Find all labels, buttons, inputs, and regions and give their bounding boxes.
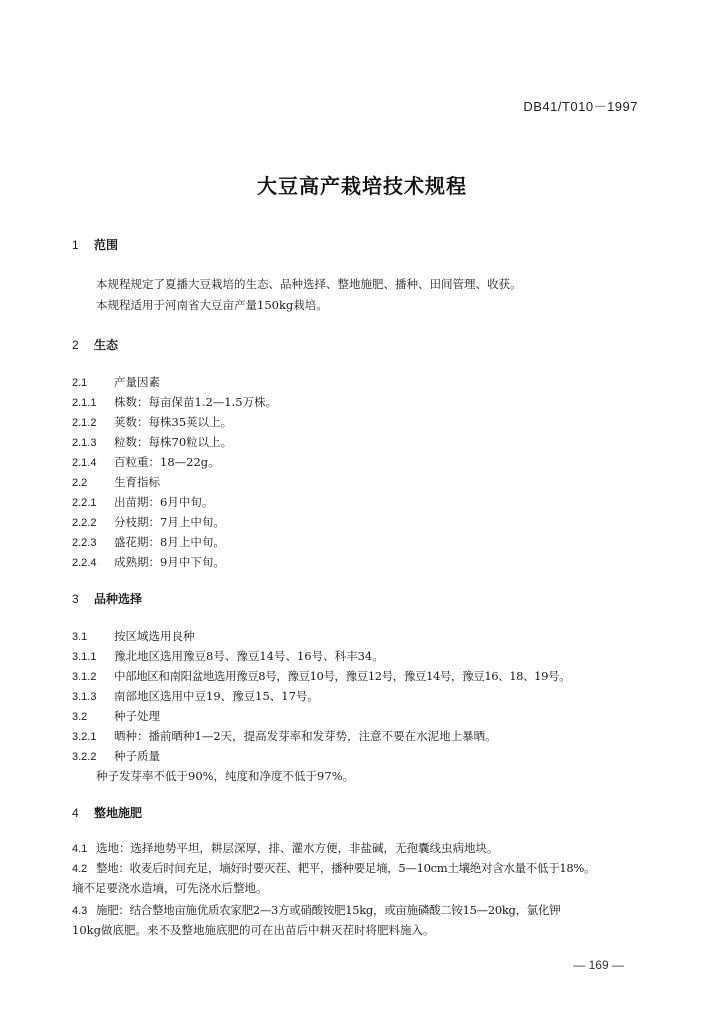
clause-number: 3.1.2	[72, 671, 97, 683]
clause	[72, 434, 232, 450]
section-title: 品种选择	[94, 592, 143, 606]
clause-number: 2.2.2	[72, 517, 97, 529]
clause-text: 南部地区选用中豆19、豫豆15、17号。	[114, 689, 319, 703]
clause-number: 4.3	[72, 905, 88, 917]
section-number: 2	[72, 338, 79, 352]
clause-number: 2.1.3	[72, 437, 97, 449]
clause-number: 4.2	[72, 863, 88, 875]
clause	[72, 514, 225, 530]
indented-line: 种子发芽率不低于90%，纯度和净度不低于97%。	[96, 769, 355, 783]
clause-text: 施肥：结合整地亩施优质农家肥2—3方或硝酸铵肥15kg，或亩施磷酸二铵15—20kg，氯化钾	[96, 903, 561, 917]
clause-number: 3.2.2	[72, 751, 97, 763]
clause	[72, 394, 277, 410]
section-heading-3	[72, 590, 142, 607]
clause-number: 4.1	[72, 843, 88, 855]
clause-text: 按区域选用良种	[114, 629, 195, 643]
clause-number: 2.1.1	[72, 397, 97, 409]
clause-number: 2.2.3	[72, 537, 97, 549]
clause-text: 晒种：播前晒种1—2天，提高发芽率和发芽势，注意不要在水泥地上暴晒。	[114, 729, 497, 743]
clause	[72, 554, 225, 570]
clause	[72, 414, 232, 430]
clause	[72, 454, 220, 470]
clause-number: 3.1.1	[72, 651, 97, 663]
clause-text: 百粒重：18—22g。	[114, 455, 220, 469]
section-number: 1	[72, 238, 79, 252]
clause	[72, 860, 595, 876]
clause	[72, 902, 560, 918]
clause-text: 粒数：每株70粒以上。	[114, 435, 233, 449]
clause	[72, 748, 160, 764]
clause-number: 3.2.1	[72, 731, 97, 743]
clause-text: 出苗期：6月中旬。	[114, 495, 214, 509]
clause-text: 荚数：每株35荚以上。	[114, 415, 233, 429]
section-heading-1	[72, 236, 118, 253]
clause-text: 分枝期：7月上中旬。	[114, 515, 225, 529]
clause-number: 2.2.4	[72, 557, 97, 569]
clause-text: 种子处理	[114, 709, 160, 723]
clause	[72, 708, 160, 724]
clause	[72, 474, 160, 490]
clause-text: 盛花期：8月上中旬。	[114, 535, 225, 549]
clause-text: 选地：选择地势平坦，耕层深厚，排、灌水方便，非盐碱，无孢囊线虫病地块。	[96, 841, 499, 855]
clause-number: 2.1	[72, 377, 88, 389]
clause-number: 2.2.1	[72, 497, 97, 509]
standard-code: DB41/T010－1997	[523, 99, 638, 114]
clause-number: 3.1.3	[72, 691, 97, 703]
clause-text: 豫北地区选用豫豆8号、豫豆14号、16号、科丰34。	[114, 649, 384, 663]
clause-text: 株数：每亩保苗1.2—1.5万株。	[114, 395, 278, 409]
clause-number: 3.1	[72, 631, 88, 643]
section-number: 3	[72, 592, 79, 606]
clause	[72, 728, 497, 744]
clause-number: 3.2	[72, 711, 88, 723]
clause-continuation: 10kg做底肥。来不及整地施底肥的可在出苗后中耕灭茬时将肥料施入。	[72, 923, 435, 937]
page-number: — 169 —	[573, 958, 624, 972]
paragraph: 本规程适用于河南省大豆亩产量150kg栽培。	[96, 298, 328, 312]
clause	[72, 668, 570, 684]
clause	[72, 688, 319, 704]
clause-text: 生育指标	[114, 475, 160, 489]
section-title: 生态	[94, 338, 119, 352]
clause	[72, 840, 499, 856]
clause-text: 整地：收麦后时间充足，墒好时要灭茬、耙平，播种要足墒，5—10cm土壤绝对含水量不低于18%。	[96, 861, 596, 875]
section-heading-2	[72, 336, 118, 353]
section-title: 范围	[94, 238, 119, 252]
document-title: 大豆高产栽培技术规程	[257, 174, 467, 198]
clause-text: 种子质量	[114, 749, 160, 763]
clause	[72, 374, 160, 390]
clause	[72, 648, 384, 664]
section-heading-4	[72, 804, 142, 821]
clause-number: 2.1.4	[72, 457, 97, 469]
paragraph: 本规程规定了夏播大豆栽培的生态、品种选择、整地施肥、播种、田间管理、收获。	[96, 277, 522, 291]
clause-number: 2.2	[72, 477, 88, 489]
section-title: 整地施肥	[94, 806, 143, 820]
clause-number: 2.1.2	[72, 417, 97, 429]
clause-text: 产量因素	[114, 375, 160, 389]
clause	[72, 628, 195, 644]
section-number: 4	[72, 806, 79, 820]
clause	[72, 534, 225, 550]
clause-text: 中部地区和南阳盆地选用豫豆8号，豫豆10号，豫豆12号，豫豆14号，豫豆16、18、19号。	[114, 669, 571, 683]
clause	[72, 494, 213, 510]
clause-continuation: 墒不足要浇水造墒，可先浇水后整地。	[72, 881, 268, 895]
clause-text: 成熟期：9月中下旬。	[114, 555, 225, 569]
